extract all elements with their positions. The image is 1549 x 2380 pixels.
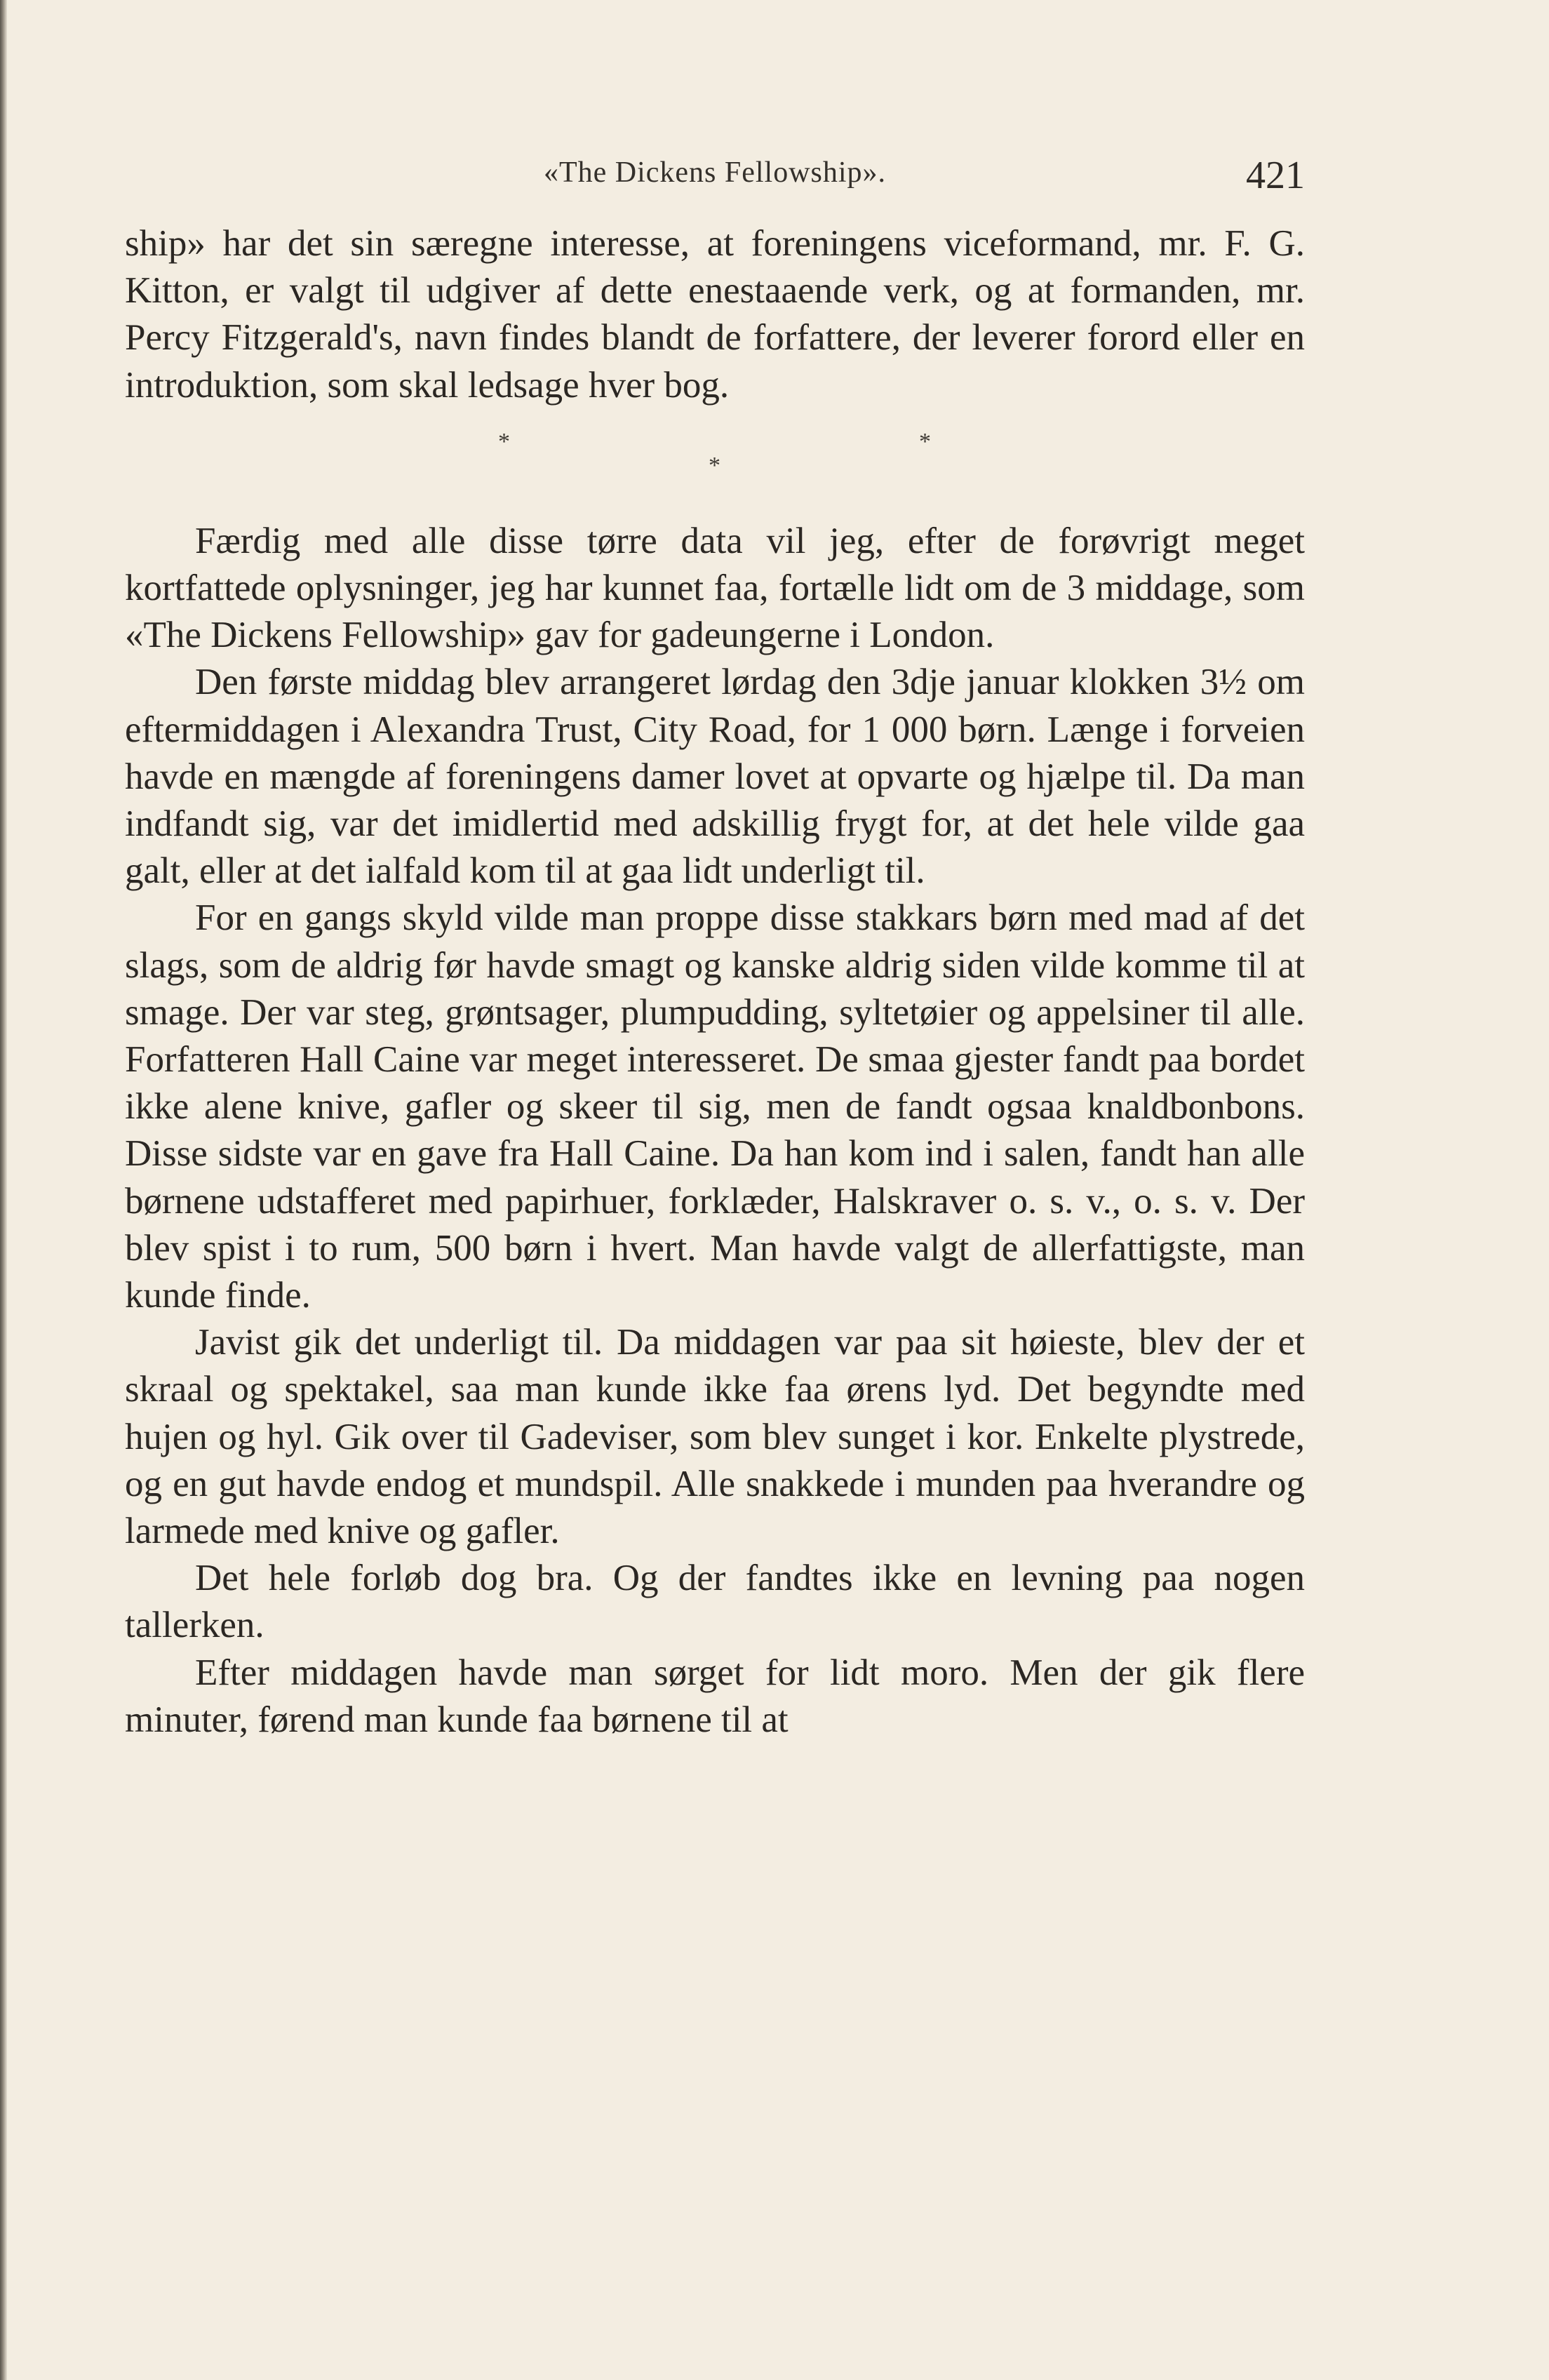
separator-star-right: * [919,428,931,455]
paragraph-6: Efter middagen havde man sørget for lidt moro. Men der gik flere minuter, førend man kunde faa børnene til at [125,1652,1305,1740]
paragraph-1: Færdig med alle disse tørre data vil jeg, efter de forøvrigt meget kortfattede oplysninger, jeg har kunnet faa, fortælle lidt om de 3 middage, som «The Dickens Fellowship» gav for gadeungerne i London. [125,520,1305,656]
page-number: 421 [1246,154,1305,197]
running-header-title: «The Dickens Fellowship». [543,156,887,189]
paragraph-3: For en gangs skyld vilde man proppe disse stakkars børn med mad af det slags, som de aldrig før havde smagt og kanske aldrig siden vilde komme til at smage. Der var steg, grøntsager, plumpudding, syltetøier og appelsiner til alle. Forfatteren Hall Caine var meget interesseret. De smaa gjester fandt paa bordet ikke alene knive, gafler og skeer til sig, men de fandt ogsaa knaldbonbons. Disse sidste var en gave fra Hall Caine. Da han kom ind i salen, fandt han alle børnene udstafferet med papirhuer, forklæder, Halskraver o. s. v., o. s. v. Der blev spist i to rum, 500 børn i hvert. Man havde valgt de allerfattigste, man kunde finde. [125,897,1305,1316]
section-separator [125,409,1305,518]
page-binding-edge [0,0,7,2380]
paragraph-5: Det hele forløb dog bra. Og der fandtes ikke en levning paa nogen tallerken. [125,1558,1305,1646]
separator-star-center: * [709,452,720,479]
separator-star-left: * [498,428,510,455]
book-page [125,140,1305,2245]
paragraph-continued: ship» har det sin særegne interesse, at foreningens viceformand, mr. F. G. Kitton, er valgt til udgiver af dette enestaaende verk, og at formanden, mr. Percy Fitzgerald's, navn findes blandt de forfattere, der leverer forord eller en introduktion, som skal ledsage hver bog. [125,223,1305,406]
paragraph-4: Javist gik det underligt til. Da middagen var paa sit høieste, blev der et skraal og spektakel, saa man kunde ikke faa ørens lyd. Det begyndte med hujen og hyl. Gik over til Gadeviser, som blev sunget i kor. Enkelte plystrede, og en gut havde endog et mundspil. Alle snakkede i munden paa hverandre og larmede med knive og gafler. [125,1322,1305,1552]
running-header [125,140,1305,196]
paragraph-2: Den første middag blev arrangeret lørdag den 3dje januar klokken 3½ om eftermiddagen i Alexandra Trust, City Road, for 1 000 børn. Længe i forveien havde en mængde af foreningens damer lovet at opvarte og hjælpe til. Da man indfandt sig, var det imidlertid med adskillig frygt for, at det hele vilde gaa galt, eller at det ialfald kom til at gaa lidt underligt til. [125,662,1305,892]
